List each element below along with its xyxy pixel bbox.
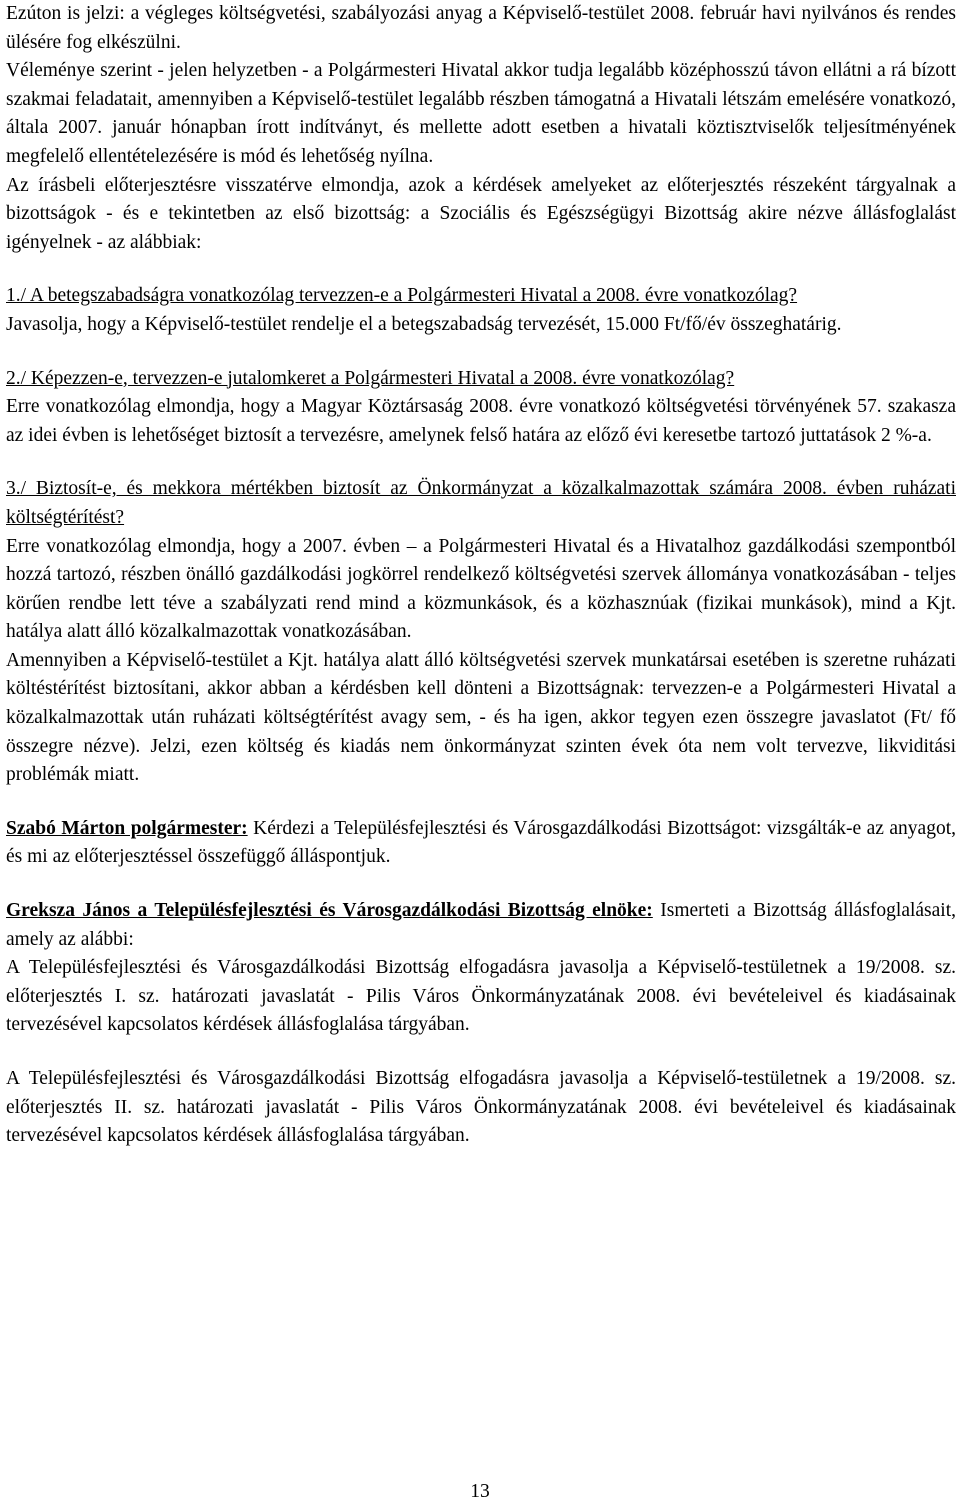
committee-chair-statement (6, 897, 956, 954)
committee-resolution-2: A Településfejlesztési és Városgazdálkodási Bizottság elfogadásra javasolja a Képviselő-testületnek a 19/2008. sz. előterjesztés II. sz. határozati javaslatát - Pilis Város Önkormányzatának 2008. évi bevételeivel és kiadásainak tervezésével kapcsolatos kérdések állásfoglalása tárgyában. (6, 1068, 956, 1147)
answer-3-part-2: Amennyiben a Képviselő-testület a Kjt. hatálya alatt álló költségvetési szervek munkatársai esetében is szeretne ruházati költéstérítést biztosítani, akkor abban a kérdésben kell dönteni a Bizottságnak: tervezzen-e a Polgármesteri Hivatal a közalkalmazottak után ruházati költségtérítést avagy sem, - és ha igen, akkor tegyen ezen összegre javaslatot (Ft/ fő összegre nézve). Jelzi, ezen költség és kiadás nem önkormányzat szinten évek óta nem volt tervezve, likviditási problémák miatt. (6, 649, 956, 786)
spacer (6, 872, 956, 897)
answer-2: Erre vonatkozólag elmondja, hogy a Magyar Köztársaság 2008. évre vonatkozó költségvetési törvényének 57. szakasza az idei évben is lehetőséget biztosít a tervezésre, amelynek felső határa az előző évi keresetbe tartozó juttatások 2 %-a. (6, 396, 956, 446)
committee-chair-statement-text: Ismerteti a Bizottság állásfoglalásait, amely az alábbi: (6, 900, 957, 950)
spacer (6, 450, 956, 475)
question-2 (6, 365, 956, 394)
answer-1: Javasolja, hogy a Képviselő-testület rendelje el a betegszabadság tervezését, 15.000 Ft/fő/év összeghatárig. (6, 313, 842, 335)
question-3 (6, 475, 956, 532)
mayor-statement-text: Kérdezi a Településfejlesztési és Városgazdálkodási Bizottságot: vizsgálták-e az anyagot, és mi az előterjesztéssel összefüggő álláspontjuk. (6, 817, 956, 868)
paragraph-final-budget-note: Ezúton is jelzi: a végleges költségvetési, szabályozási anyag a Képviselő-testület 2008. február havi nyilvános és rendes ülésére fog elkészülni. (6, 3, 956, 53)
mayor-statement (6, 815, 956, 872)
paragraph-written-proposal: Az írásbeli előterjesztésre visszatérve elmondja, azok a kérdések amelyeket az előterjesztés részeként tárgyalnak a bizottságok - és e tekintetben az első bizottság: a Szociális és Egészségügyi Bizottság akire nézve állásfoglalást igényelnek - az alábbiak: (6, 174, 956, 253)
spacer (6, 1040, 956, 1065)
spacer (6, 790, 956, 815)
question-2-text: 2./ Képezzen-e, tervezzen-e jutalomkeret a Polgármesteri Hivatal a 2008. évre vonatkozólag? (6, 367, 735, 389)
paragraph-staffing-opinion: Véleménye szerint - jelen helyzetben - a Polgármesteri Hivatal akkor tudja legalább középhosszú távon ellátni a rá bízott szakmai feladatait, amennyiben a Képviselő-testület legalább részben támogatná a Hivatali létszám emelésére vonatkozó, általa 2007. január hónapban írott indítványt, és mellette adott esetben a hivatali köztisztviselők teljesítményének megfelelő ellentételezésére is mód és lehetőség nyílna. (6, 60, 956, 167)
speaker-mayor: Szabó Márton polgármester: (6, 817, 248, 839)
question-1-text: 1./ A betegszabadságra vonatkozólag tervezzen-e a Polgármesteri Hivatal a 2008. évre vonatkozólag? (6, 285, 798, 307)
answer-3-part-1: Erre vonatkozólag elmondja, hogy a 2007. évben – a Polgármesteri Hivatal és a Hivatalhoz gazdálkodási szempontból hozzá tartozó, részben önálló gazdálkodási jogkörrel rendelkező költségvetési szervek állománya vonatkozásában - teljes körűen rendbe lett téve a szabályzati rend mind a közmunkások, és a közhasznúak (fizikai munkások), mind a Kjt. hatálya alatt álló közalkalmazottak vonatkozásában. (6, 535, 956, 643)
spacer (6, 257, 956, 282)
document-page (6, 0, 956, 1151)
speaker-committee-chair: Greksza János a Településfejlesztési és Városgazdálkodási Bizottság elnöke: (6, 900, 653, 922)
spacer (6, 340, 956, 365)
committee-resolution-1: A Településfejlesztési és Városgazdálkodási Bizottság elfogadásra javasolja a Képviselő-testületnek a 19/2008. sz. előterjesztés I. sz. határozati javaslatát - Pilis Város Önkormányzatának 2008. évi bevételeivel és kiadásainak tervezésével kapcsolatos kérdések állásfoglalása tárgyában. (6, 957, 956, 1036)
page-number: 13 (470, 1481, 490, 1502)
question-3-text: 3./ Biztosít-e, és mekkora mértékben biztosít az Önkormányzat a közalkalmazottak számára 2008. évben ruházati költségtérítést? (6, 478, 956, 528)
question-1 (6, 282, 956, 311)
